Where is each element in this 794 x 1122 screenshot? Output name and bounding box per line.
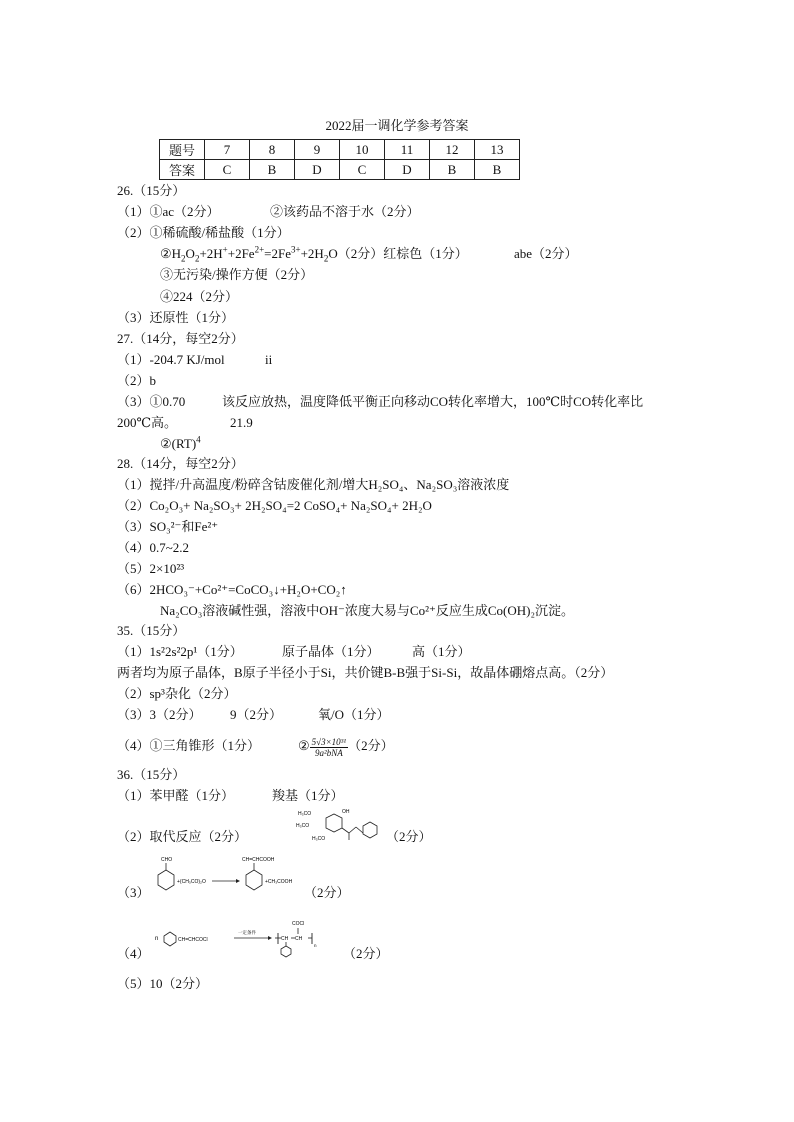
q35-density-answer <box>298 731 394 761</box>
table-cell: D <box>295 160 340 180</box>
q26-equation: $②H_2O_2+2H^++2Fe^{2+}=2Fe^{3+}+2H_2O(2$分）红棕色（1分） <box>160 244 468 264</box>
arrow-head <box>268 936 272 940</box>
q35-line: （4）①三角锥形（1分） <box>117 738 261 753</box>
q28-line: Na₂CO₃溶液碱性强，溶液中OH⁻浓度大易与Co²⁺反应生成Co(OH)₂沉淀。 <box>160 603 574 618</box>
q27-line: 200℃高。 <box>117 415 178 430</box>
group-label: CHO <box>161 857 173 863</box>
q36-line: （2分） <box>386 829 432 844</box>
substituent-label: H₃CO <box>298 811 312 817</box>
q35-line: 原子晶体（1分） <box>282 644 380 659</box>
reagent-label: +(CH₃CO)₂O <box>177 879 206 885</box>
benzene-ring <box>363 822 377 838</box>
q36-line: （4） <box>117 946 150 961</box>
table-cell: 题号 <box>160 140 205 160</box>
table-cell: B <box>475 160 520 180</box>
coefficient-label: n <box>155 936 159 942</box>
table-cell: 11 <box>385 140 430 160</box>
polymerization-scheme <box>150 914 340 960</box>
page-title: 2022届一调化学参考答案 <box>325 118 469 133</box>
table-cell: 13 <box>475 140 520 160</box>
reagent-label: +CH₃COOH <box>265 879 293 885</box>
q36-line: （3） <box>117 885 150 900</box>
answer-table <box>159 139 520 180</box>
text: O <box>185 246 195 261</box>
text: +2H <box>199 246 223 261</box>
q26-line: ③无污染/操作方便（2分） <box>160 267 314 282</box>
density-fraction <box>310 737 348 758</box>
group-label: CH=CHCOCl <box>178 937 208 943</box>
text: O（2分）红棕色（1分） <box>328 246 468 261</box>
q36-heading: 36.（15分） <box>117 767 186 782</box>
q26-heading: 26.（15分） <box>117 183 186 198</box>
q27-line: 该反应放热，温度降低平衡正向移动CO转化率增大，100℃时CO转化率比 <box>222 394 644 409</box>
group-label: CH <box>281 936 289 942</box>
text: ②(RT) <box>160 436 197 451</box>
q35-line: （3）3（2分） <box>117 707 202 722</box>
q36-line: （2）取代反应（2分） <box>117 829 248 844</box>
benzene-ring <box>158 870 174 890</box>
substituent-label: OH <box>342 809 350 815</box>
bond <box>342 828 349 833</box>
q35-heading: 35.（15分） <box>117 623 186 638</box>
q26-line: ②该药品不溶于水（2分） <box>270 204 420 219</box>
q28-line: （5）2×10²³ <box>117 561 185 576</box>
q27-line: （3）①0.70 <box>117 394 186 409</box>
q35-line: 氧/O（1分） <box>318 707 390 722</box>
q35-line: 两者均为原子晶体，B原子半径小于Si，共价键B-B强于Si-Si，故晶体硼熔点高。（2分） <box>117 665 614 680</box>
chalcone-structure <box>296 806 382 846</box>
q28-line: （3）SO₃²⁻和Fe²⁺ <box>117 519 219 534</box>
q35-line: （1）1s²2s²2p¹（1分） <box>117 644 243 659</box>
q27-line: （1）-204.7 KJ/mol <box>117 352 225 367</box>
q28-line: （1）搅拌/升高温度/粉碎含钴废催化剂/增大H₂SO₄、Na₂SO₃溶液浓度 <box>117 477 510 492</box>
q36-line: （2分） <box>343 946 389 961</box>
benzene-ring <box>281 946 291 957</box>
benzene-ring <box>326 814 342 832</box>
fraction-numerator: 5√3×10³¹ <box>311 736 347 747</box>
repeat-label: n <box>314 943 317 948</box>
table-cell: B <box>250 160 295 180</box>
text: =2Fe <box>264 246 292 261</box>
table-cell: 10 <box>340 140 385 160</box>
table-row <box>160 160 520 180</box>
bond <box>356 827 363 833</box>
fraction-denominator: 9a²bNA <box>315 747 343 758</box>
q26-line: （2）①稀硫酸/稀盐酸（1分） <box>117 225 290 240</box>
text: ②H <box>160 246 182 261</box>
q28-line: （2）Co₂O₃+ Na₂SO₃+ 2H₂SO₄=2 CoSO₄+ Na₂SO₄+ 2H₂O <box>117 498 432 513</box>
table-cell: 答案 <box>160 160 205 180</box>
q26-line: ④224（2分） <box>160 289 239 304</box>
q35-line: 高（1分） <box>412 644 471 659</box>
text: +2H <box>300 246 324 261</box>
text: +2Fe <box>227 246 255 261</box>
benzene-ring <box>164 932 176 946</box>
benzene-ring <box>246 870 262 890</box>
q27-line: 21.9 <box>230 415 253 430</box>
q36-line: （5）10（2分） <box>117 976 209 991</box>
text: ② <box>298 738 310 753</box>
q26-line: （1）①ac（2分） <box>117 204 220 219</box>
arrow-head <box>236 879 240 883</box>
q36-line: 羧基（1分） <box>272 788 344 803</box>
table-cell: 7 <box>205 140 250 160</box>
substituent-label: H₃CO <box>312 836 326 842</box>
group-label: COCl <box>292 921 305 927</box>
group-label: CH=CHCOOH <box>242 857 275 863</box>
group-label: CH <box>295 936 303 942</box>
q27-line: ii <box>265 352 273 367</box>
superscript: 4 <box>196 434 201 445</box>
table-cell: C <box>205 160 250 180</box>
q36-line: （1）苯甲醛（1分） <box>117 788 235 803</box>
table-cell: C <box>340 160 385 180</box>
q35-line: （2）sp³杂化（2分） <box>117 686 237 701</box>
q26-line: （3）还原性（1分） <box>117 310 235 325</box>
q27-heading: 27.（14分，每空2分） <box>117 331 244 346</box>
q35-line: 9（2分） <box>230 707 283 722</box>
table-row <box>160 140 520 160</box>
bond <box>349 827 356 833</box>
table-cell: B <box>430 160 475 180</box>
q28-heading: 28.（14分，每空2分） <box>117 456 244 471</box>
substituent-label: H₃CO <box>296 823 310 829</box>
q28-line: （6）2HCO₃⁻+Co²⁺=CoCO₃↓+H₂O+CO₂↑ <box>117 582 347 597</box>
condition-label: 一定条件 <box>238 930 256 935</box>
q28-line: （4）0.7~2.2 <box>117 540 190 555</box>
table-cell: 8 <box>250 140 295 160</box>
q27-line <box>160 436 201 452</box>
q26-line: abe（2分） <box>514 246 578 261</box>
table-cell: 12 <box>430 140 475 160</box>
text: （2分） <box>348 738 394 753</box>
reaction-scheme-3 <box>150 853 300 897</box>
table-cell: 9 <box>295 140 340 160</box>
q36-line: （2分） <box>304 885 350 900</box>
table-cell: D <box>385 160 430 180</box>
q27-line: （2）b <box>117 373 157 388</box>
